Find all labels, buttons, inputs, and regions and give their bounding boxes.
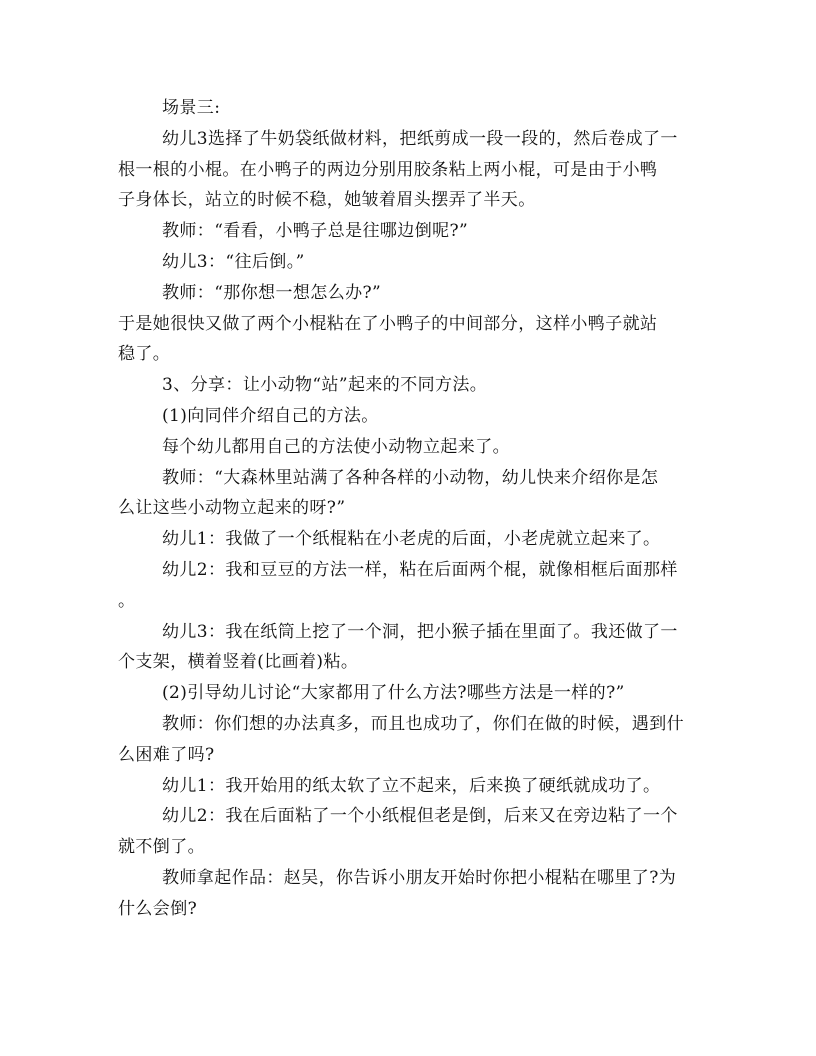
text-line: (1)向同伴介绍自己的方法。: [162, 405, 379, 426]
text-line: 幼儿2：我在后面粘了一个小纸棍但老是倒，后来又在旁边粘了一个: [162, 806, 678, 827]
text-line: 么让这些小动物立起来的呀?”: [118, 498, 346, 519]
text-line: 子身体长，站立的时候不稳，她皱着眉头摆弄了半天。: [118, 190, 536, 211]
text-line: 幼儿3：“往后倒。”: [162, 251, 305, 272]
text-line: 教师：你们想的办法真多，而且也成功了，你们在做的时候，遇到什: [162, 713, 684, 734]
document-body: [118, 93, 696, 925]
text-line: 根一根的小棍。在小鸭子的两边分别用胶条粘上两小棍，可是由于小鸭: [118, 159, 658, 180]
text-line: 教师：“那你想一想怎么办?”: [162, 282, 382, 303]
text-line: 么困难了吗?: [118, 744, 215, 765]
text-line: 每个幼儿都用自己的方法使小动物立起来了。: [162, 436, 510, 457]
text-line: 教师：“大森林里站满了各种各样的小动物，幼儿快来介绍你是怎: [162, 467, 659, 488]
text-line: (2)引导幼儿讨论“大家都用了什么方法?哪些方法是一样的?”: [162, 683, 625, 704]
text-line: 。: [118, 590, 136, 611]
text-line: 3、分享：让小动物“站”起来的不同方法。: [162, 375, 488, 396]
text-line: 教师：“看看，小鸭子总是往哪边倒呢?”: [162, 221, 469, 242]
text-line: 什么会倒?: [118, 898, 198, 919]
text-line: 就不倒了。: [118, 837, 205, 858]
text-line: 幼儿1：我开始用的纸太软了立不起来，后来换了硬纸就成功了。: [162, 775, 661, 796]
text-line: 幼儿2：我和豆豆的方法一样，粘在后面两个棍，就像相框后面那样: [162, 559, 678, 580]
text-line: 个支架，横着竖着(比画着)粘。: [118, 652, 359, 673]
text-line: 稳了。: [118, 344, 171, 365]
text-line: 于是她很快又做了两个小棍粘在了小鸭子的中间部分，这样小鸭子就站: [118, 313, 658, 334]
text-line: 场景三:: [162, 98, 221, 118]
text-line: 幼儿3：我在纸筒上挖了一个洞，把小猴子插在里面了。我还做了一: [162, 621, 678, 642]
text-line: 教师拿起作品：赵吴，你告诉小朋友开始时你把小棍粘在哪里了?为: [162, 867, 677, 888]
text-line: 幼儿1：我做了一个纸棍粘在小老虎的后面，小老虎就立起来了。: [162, 529, 661, 550]
text-line: 幼儿3选择了牛奶袋纸做材料，把纸剪成一段一段的，然后卷成了一: [162, 128, 678, 149]
